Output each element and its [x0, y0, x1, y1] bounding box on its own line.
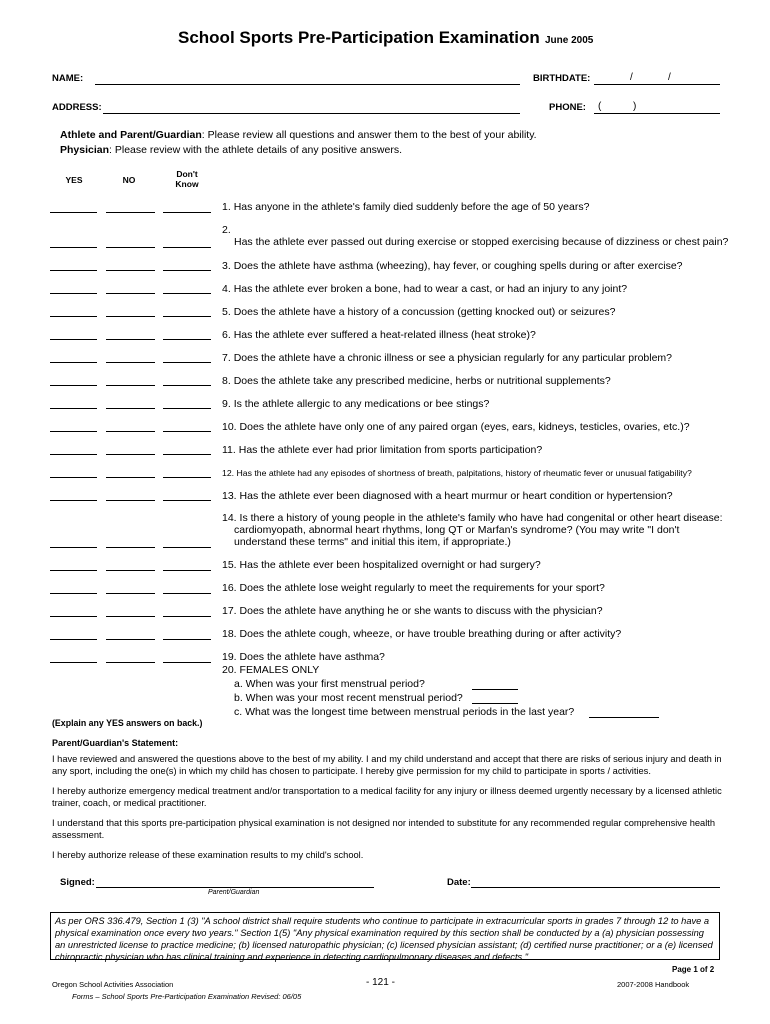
question-17: 17. Does the athlete have anything he or she wants to discuss with the physician?: [222, 605, 603, 617]
answer-dont-know-line[interactable]: [163, 247, 211, 248]
answer-yes-line[interactable]: [50, 431, 97, 432]
answer-no-line[interactable]: [106, 316, 155, 317]
answer-dont-know-line[interactable]: [163, 662, 211, 663]
answer-yes-line[interactable]: [50, 454, 97, 455]
question-13: 13. Has the athlete ever been diagnosed with a heart murmur or heart condition or hypertension?: [222, 490, 673, 502]
answer-no-line[interactable]: [106, 212, 155, 213]
statement-paragraph-3: I understand that this sports pre-participation physical examination is not designed nor intended to substitute for any recommended regular comprehensive health assessment.: [52, 818, 716, 840]
footer-handbook: 2007-2008 Handbook: [617, 980, 690, 989]
answer-no-line[interactable]: [106, 616, 155, 617]
answer-no-line[interactable]: [106, 408, 155, 409]
question-18: 18. Does the athlete cough, wheeze, or have trouble breathing during or after activity?: [222, 628, 622, 640]
phone-paren-open: (: [598, 101, 602, 112]
question-15: 15. Has the athlete ever been hospitalized overnight or had surgery?: [222, 559, 541, 571]
question-12: 12. Has the athlete had any episodes of shortness of breath, palpitations, history of rheumatic fever or unusual fatigability?: [222, 468, 692, 478]
answer-dont-know-line[interactable]: [163, 616, 211, 617]
answer-yes-line[interactable]: [50, 362, 97, 363]
birthdate-separator: /: [630, 72, 633, 83]
phone-label: PHONE:: [549, 102, 586, 113]
phone-field[interactable]: [594, 113, 720, 114]
answer-yes-line[interactable]: [50, 316, 97, 317]
answer-yes-line[interactable]: [50, 270, 97, 271]
answer-yes-line[interactable]: [50, 385, 97, 386]
question-5: 5. Does the athlete have a history of a concussion (getting knocked out) or seizures?: [222, 306, 616, 318]
question-10: 10. Does the athlete have only one of any paired organ (eyes, ears, kidneys, testicles, ovaries, etc.)?: [222, 421, 690, 433]
answer-no-line[interactable]: [106, 662, 155, 663]
question-14: 14. Is there a history of young people in the athlete's family who have had congenital or other heart disease:: [222, 512, 723, 524]
footer-form: Forms – School Sports Pre-Participation Examination Revised: 06/05: [72, 992, 302, 1001]
answer-yes-line[interactable]: [50, 639, 97, 640]
answer-no-line[interactable]: [106, 593, 155, 594]
answer-dont-know-line[interactable]: [163, 385, 211, 386]
footer-org: Oregon School Activities Association: [52, 980, 174, 989]
question-19: 19. Does the athlete have asthma?: [222, 651, 385, 663]
answer-dont-know-line[interactable]: [163, 339, 211, 340]
answer-dont-know-line[interactable]: [163, 593, 211, 594]
answer-no-line[interactable]: [106, 454, 155, 455]
question-11: 11. Has the athlete ever had prior limitation from sports participation?: [222, 444, 543, 456]
question-20-b: b. When was your most recent menstrual period?: [234, 692, 463, 704]
answer-no-line[interactable]: [106, 339, 155, 340]
statement-paragraph-4: I hereby authorize release of these examination results to my child's school.: [52, 850, 364, 860]
phone-paren-close: ): [633, 101, 637, 112]
question-20-a: a. When was your first menstrual period?: [234, 678, 425, 690]
question-14-line-2: cardiomyopath, abnormal heart rhythms, long QT or Marfan's syndrome? (You may write "I don't: [234, 524, 680, 536]
answer-yes-line[interactable]: [50, 293, 97, 294]
column-yes: YES: [65, 175, 83, 185]
recent-period-field[interactable]: [472, 703, 518, 704]
question-7: 7. Does the athlete have a chronic illness or see a physician regularly for any particular problem?: [222, 352, 673, 364]
question-14-line-3: understand these terms" and initial this item, if appropriate.): [234, 536, 511, 548]
answer-no-line[interactable]: [106, 431, 155, 432]
ors-statute-box: As per ORS 336.479, Section 1 (3) "A school district shall require students who continue to participate in extracurricular sports in grades 7 through 12 to have a physical examination once every two years." Section 1(5) "Any physical examination required by this section shall be conducted by a (a) physician possessing an unrestricted license to practice medicine; (b) licensed naturopathic physician; (c) licensed physician assistant; (d) certified nurse practitioner; or a (e) licensed chiropractic physician who has clinical training and experience in detecting cardiopulmonary diseases and defects.": [50, 912, 720, 960]
question-2: Has the athlete ever passed out during exercise or stopped exercising because of dizziness or chest pain?: [234, 236, 729, 248]
answer-yes-line[interactable]: [50, 339, 97, 340]
answer-dont-know-line[interactable]: [163, 270, 211, 271]
question-4: 4. Has the athlete ever broken a bone, had to wear a cast, or had an injury to any joint?: [222, 283, 628, 295]
name-field[interactable]: [95, 84, 520, 85]
answer-yes-line[interactable]: [50, 212, 97, 213]
answer-no-line[interactable]: [106, 385, 155, 386]
question-2-number: 2.: [222, 224, 231, 236]
question-20-c: c. What was the longest time between menstrual periods in the last year?: [234, 706, 575, 718]
question-20: 20. FEMALES ONLY: [222, 664, 320, 676]
answer-dont-know-line[interactable]: [163, 547, 211, 548]
answer-no-line[interactable]: [106, 362, 155, 363]
statement-heading: Parent/Guardian's Statement:: [52, 738, 179, 748]
answer-yes-line[interactable]: [50, 616, 97, 617]
answer-no-line[interactable]: [106, 293, 155, 294]
question-9: 9. Is the athlete allergic to any medications or bee stings?: [222, 398, 490, 410]
address-label: ADDRESS:: [52, 102, 102, 113]
instructions-physician: Physician: Please review with the athlete details of any positive answers.: [60, 144, 403, 156]
answer-no-line[interactable]: [106, 270, 155, 271]
column-no: NO: [122, 175, 136, 185]
answer-dont-know-line[interactable]: [163, 639, 211, 640]
answer-no-line[interactable]: [106, 500, 155, 501]
date-label: Date:: [447, 877, 471, 888]
answer-yes-line[interactable]: [50, 570, 97, 571]
signed-label: Signed:: [60, 877, 95, 888]
date-field[interactable]: [471, 887, 720, 888]
statement-paragraph-2: I hereby authorize emergency medical treatment and/or transportation to a medical facility for any injury or illness deemed urgently necessary by a licensed athletic trainer, coach, or medical practitioner.: [52, 786, 722, 808]
answer-dont-know-line[interactable]: [163, 500, 211, 501]
birthdate-label: BIRTHDATE:: [533, 73, 591, 84]
form-date: June 2005: [545, 35, 594, 46]
answer-yes-line[interactable]: [50, 477, 97, 478]
page-indicator: Page 1 of 2: [672, 965, 715, 974]
signature-sublabel: Parent/Guardian: [208, 889, 260, 896]
answer-dont-know-line[interactable]: [163, 408, 211, 409]
question-16: 16. Does the athlete lose weight regularly to meet the requirements for your sport?: [222, 582, 605, 594]
explain-note: (Explain any YES answers on back.): [52, 718, 203, 728]
instructions-athlete: Athlete and Parent/Guardian: Please review all questions and answer them to the best of your ability.: [60, 129, 537, 141]
answer-dont-know-line[interactable]: [163, 212, 211, 213]
column-dont-know: Don't Know: [175, 169, 199, 189]
answer-yes-line[interactable]: [50, 547, 97, 548]
answer-no-line[interactable]: [106, 547, 155, 548]
page-title: School Sports Pre-Participation Examination: [178, 28, 540, 47]
answer-dont-know-line[interactable]: [163, 316, 211, 317]
signature-field[interactable]: [96, 887, 374, 888]
answer-dont-know-line[interactable]: [163, 454, 211, 455]
birthdate-field[interactable]: [594, 84, 720, 85]
statement-paragraph-1: I have reviewed and answered the questions above to the best of my ability. I and my child understand and accept that there are risks of serious injury and death in any sport, including the one(s) in which my child has chosen to participate. I hereby give permission for my child to participate in sports / activities.: [52, 754, 722, 776]
answer-dont-know-line[interactable]: [163, 431, 211, 432]
first-period-field[interactable]: [472, 689, 518, 690]
answer-dont-know-line[interactable]: [163, 362, 211, 363]
answer-yes-line[interactable]: [50, 662, 97, 663]
longest-time-field[interactable]: [589, 717, 659, 718]
answer-no-line[interactable]: [106, 570, 155, 571]
question-8: 8. Does the athlete take any prescribed medicine, herbs or nutritional supplements?: [222, 375, 611, 387]
answer-dont-know-line[interactable]: [163, 570, 211, 571]
answer-yes-line[interactable]: [50, 408, 97, 409]
answer-dont-know-line[interactable]: [163, 477, 211, 478]
answer-yes-line[interactable]: [50, 247, 97, 248]
answer-no-line[interactable]: [106, 247, 155, 248]
answer-yes-line[interactable]: [50, 593, 97, 594]
birthdate-separator: /: [668, 72, 671, 83]
question-6: 6. Has the athlete ever suffered a heat-related illness (heat stroke)?: [222, 329, 536, 341]
answer-no-line[interactable]: [106, 477, 155, 478]
name-label: NAME:: [52, 73, 84, 84]
question-1: 1. Has anyone in the athlete's family died suddenly before the age of 50 years?: [222, 201, 590, 213]
question-3: 3. Does the athlete have asthma (wheezing), hay fever, or coughing spells during or after exercise?: [222, 260, 683, 272]
page-number: - 121 -: [366, 977, 395, 988]
answer-yes-line[interactable]: [50, 500, 97, 501]
answer-no-line[interactable]: [106, 639, 155, 640]
answer-dont-know-line[interactable]: [163, 293, 211, 294]
address-field[interactable]: [103, 113, 520, 114]
